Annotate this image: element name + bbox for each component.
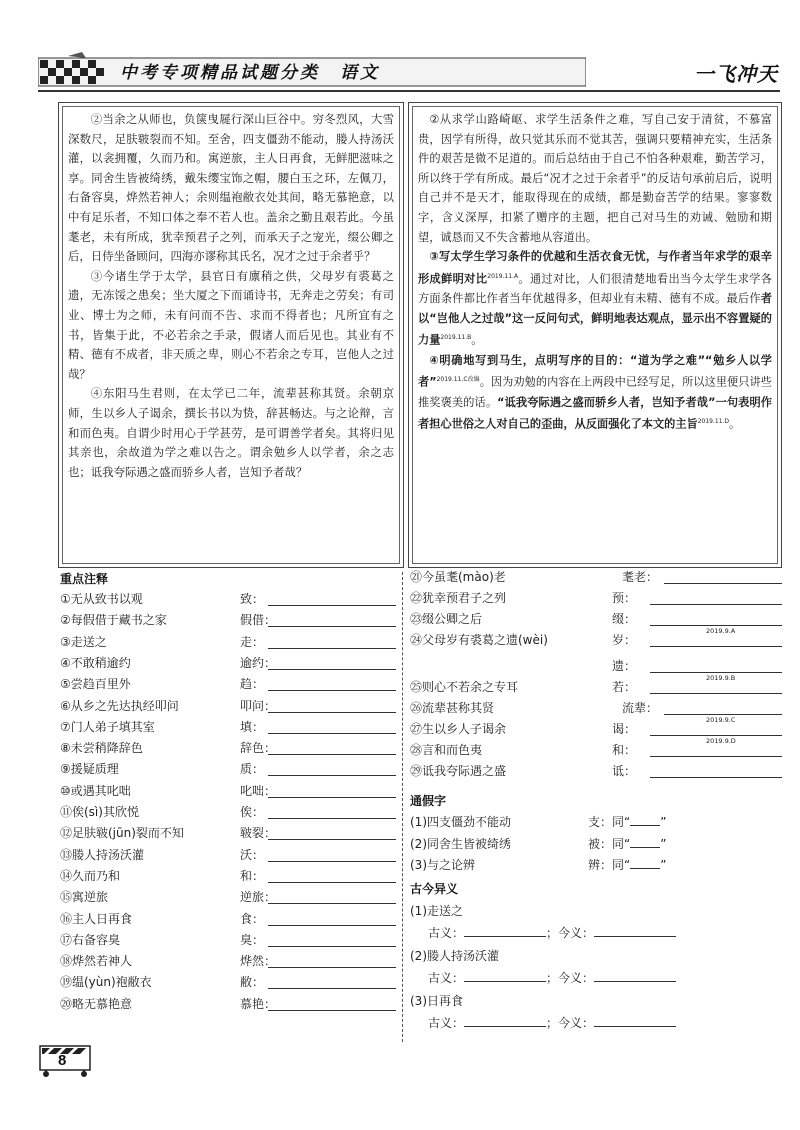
note-row xyxy=(60,803,396,824)
note-item: ㉕则心不若余之专耳 xyxy=(410,680,519,694)
answer-blank[interactable] xyxy=(630,838,660,848)
exam-code: 2019.11.D xyxy=(697,418,730,426)
note-row xyxy=(410,762,782,783)
tongjia-row xyxy=(410,856,780,877)
answer-blank[interactable] xyxy=(664,583,782,584)
analysis-paragraph-3 xyxy=(418,247,772,350)
tongjia-item: (3)与之论辨 xyxy=(410,858,475,872)
note-row xyxy=(60,952,396,973)
passage-paragraph-4: ④东阳马生君则，在太学已二年，流辈甚称其贤。余朝京师，生以乡人子谒余，撰长书以为贽，辞甚畅达。与之论辩，言和而色夷。自谓少时用心于学甚劳，是可谓善学者矣。其将归见其亲也，余故道为学之难以告之。谓余勉乡人以学者，余之志也；诋我夸际遇之盛而骄乡人者，岂知予者哉？ xyxy=(68,386,394,479)
note-row xyxy=(410,674,782,699)
exam-code: 2019.11.B xyxy=(440,334,472,342)
column-divider xyxy=(402,572,403,1042)
answer-blank[interactable] xyxy=(594,1015,676,1027)
answer-blank[interactable] xyxy=(268,839,396,840)
note-row xyxy=(410,568,782,589)
analysis-4-end: 。 xyxy=(729,417,741,431)
tongjia-key xyxy=(588,835,666,852)
answer-blank[interactable] xyxy=(268,690,396,691)
answer-blank[interactable] xyxy=(650,672,782,673)
note-key: 和： xyxy=(612,743,637,757)
exam-code: 2019.11.A xyxy=(487,272,519,280)
analysis-4-bold-2: “诋我夸际遇之盛而骄乡人者，岂知予者哉”一句表明作者担心世俗之人对自己的歪曲，从反面强化了本文的主旨 xyxy=(418,395,772,431)
exam-code: 2019.11.C改编 xyxy=(436,376,480,384)
analysis-inner xyxy=(412,106,778,564)
note-key: 臭： xyxy=(240,932,265,947)
tongjia-row xyxy=(410,835,780,856)
answer-blank[interactable] xyxy=(594,925,676,937)
tongjia-prefix: 被：同“ xyxy=(588,836,631,851)
answer-blank[interactable] xyxy=(268,818,396,819)
answer-blank[interactable] xyxy=(650,604,782,605)
note-key: 流辈： xyxy=(622,701,659,715)
tongjia-suffix: ” xyxy=(660,836,667,851)
note-item: ③走送之 xyxy=(60,634,107,649)
note-item: ⑳略无慕艳意 xyxy=(60,996,133,1011)
analysis-paragraph-2: ②从求学山路崎岖、求学生活条件之难，写自己安于清贫，不慕富贵，因学有所得，故只觉其乐而不觉其苦，强调只要精神充实，生活条件的艰苦是微不足道的。而后总结由于自己不怕各种艰难，勤苦学习，所以终于学有所成。最后“况才之过于余者乎”的反诘句承前启后，说明自己并不是天才，能取得现在的成绩，都是勤奋苦学的结果。寥寥数字，含义深厚，扣紧了赠序的主题，把自己对马生的劝诫、勉励和期望，诚恳而又不失含蓄地从容道出。 xyxy=(418,113,772,244)
passage-box xyxy=(58,102,404,568)
note-key: 趋： xyxy=(240,677,265,692)
page-number: 8 xyxy=(58,1052,67,1069)
note-item: ②每假借于藏书之家 xyxy=(60,613,167,628)
note-item: ⑬媵人持汤沃灌 xyxy=(60,847,145,862)
passage-paragraph-3: ③今诸生学于太学，县官日有廪稍之供，父母岁有裘葛之遗，无冻馁之患矣；坐大厦之下而诵诗书，无奔走之劳矣；有司业、博士为之师，未有问而不告、求而不得者也；凡所宜有之书，皆集于此，不必若余之手录，假诸人而后见也。其业有不精、德有不成者，非天质之卑，则心不若余之专耳，岂他人之过哉？ xyxy=(68,268,394,381)
note-item: ㉓缀公卿之后 xyxy=(410,612,483,626)
note-key: 耄老： xyxy=(622,570,659,584)
note-item: ⑯主人日再食 xyxy=(60,911,133,926)
analysis-paragraph-4 xyxy=(418,351,772,435)
analysis-3-bold-1: ③写太学生学习条件的优越和生活衣食无忧，与作者当年求学的艰辛形成鲜明对比 xyxy=(418,250,772,286)
note-row xyxy=(60,995,396,1016)
note-item: ①无从致书以观 xyxy=(60,592,143,606)
note-item: ㉘言和而色夷 xyxy=(410,743,483,757)
gujin-gu-label: 古义： xyxy=(428,926,465,940)
note-row xyxy=(60,590,396,611)
answer-blank[interactable] xyxy=(268,712,396,713)
answer-blank[interactable] xyxy=(594,970,676,982)
analysis-3-bold-2: 者以“岂他人之过哉”这一反问句式，鲜明地表达观点，显示出不容置疑的力量 xyxy=(418,292,772,347)
note-item: ④不敢稍逾约 xyxy=(60,655,131,670)
gujin-jin-label: ；今义： xyxy=(546,971,595,985)
note-key: 假借： xyxy=(240,613,277,628)
note-key: 辞色： xyxy=(240,741,277,756)
tongjia-row xyxy=(410,813,780,834)
note-item: ⑪俟(sì)其欣悦 xyxy=(60,805,139,819)
note-row xyxy=(60,718,396,739)
answer-blank[interactable] xyxy=(650,693,782,694)
note-row xyxy=(60,931,396,952)
page-header xyxy=(38,52,780,96)
note-key: 食： xyxy=(240,911,265,926)
note-row xyxy=(60,888,396,909)
note-row xyxy=(60,782,396,803)
exam-code: 2019.9.D xyxy=(706,737,736,745)
answer-blank[interactable] xyxy=(268,754,396,755)
note-item: ⑰右备容臭 xyxy=(60,932,121,947)
answer-blank[interactable] xyxy=(664,714,782,715)
tongjia-key xyxy=(588,856,666,873)
note-key: 叱咄： xyxy=(240,783,277,798)
analysis-3-end: 。 xyxy=(471,334,483,347)
note-item: ⑭久而乃和 xyxy=(60,868,121,883)
note-key: 逆旅： xyxy=(240,890,277,905)
note-row xyxy=(60,675,396,696)
answer-blank[interactable] xyxy=(268,882,396,883)
note-key: 烨然： xyxy=(240,954,277,969)
note-row xyxy=(60,824,396,845)
tongjia-prefix: 辨：同“ xyxy=(588,858,631,872)
tongjia-suffix: ” xyxy=(660,858,667,872)
note-key: 缀： xyxy=(612,612,637,626)
answer-blank[interactable] xyxy=(268,605,396,606)
note-row xyxy=(60,973,396,994)
gujin-item: (1)走送之 xyxy=(410,904,463,918)
answer-blank[interactable] xyxy=(268,669,396,670)
note-item: ⑮寓逆旅 xyxy=(60,890,109,905)
note-key: 沃： xyxy=(240,847,265,862)
answer-blank[interactable] xyxy=(650,756,782,757)
answer-blank[interactable] xyxy=(268,1010,396,1011)
note-row xyxy=(60,697,396,718)
note-item: ⑤尝趋百里外 xyxy=(60,677,131,692)
note-key: 若： xyxy=(612,680,637,694)
note-row xyxy=(60,633,396,654)
note-item: ㉒犹幸预君子之列 xyxy=(410,591,507,605)
note-key: 质： xyxy=(240,762,265,777)
note-item: ㉔父母岁有裘葛之遗(wèi) xyxy=(410,633,548,647)
note-row xyxy=(60,846,396,867)
answer-blank[interactable] xyxy=(268,861,396,862)
analysis-3-text: 。通过对比，人们很清楚地看出当今太学生求学各方面条件都比作者当年优越得多，但却业有未精、德有不成。最后作 xyxy=(418,272,772,306)
note-item: ⑩或遇其叱咄 xyxy=(60,783,131,798)
gujin-jin-label: ；今义： xyxy=(546,1016,595,1030)
tongjia-title: 通假字 xyxy=(410,794,447,808)
notes-title: 重点注释 xyxy=(60,572,109,586)
answer-blank[interactable] xyxy=(268,988,396,989)
note-row xyxy=(60,867,396,888)
analysis-box xyxy=(408,102,782,568)
header-rule xyxy=(38,90,780,92)
note-item: ㉖流辈甚称其贤 xyxy=(410,701,495,715)
answer-blank[interactable] xyxy=(650,777,782,778)
gujin-answer-line xyxy=(428,924,676,941)
note-key: 叩问： xyxy=(240,698,277,713)
note-item: ⑨援疑质理 xyxy=(60,762,119,777)
note-item: ㉑今虽耄(mào)老 xyxy=(410,570,506,584)
note-key: 填： xyxy=(240,719,265,734)
tongjia-suffix: ” xyxy=(660,815,667,829)
note-row xyxy=(410,589,782,610)
gujin-answer-line xyxy=(428,1014,676,1031)
note-item: ⑱烨然若神人 xyxy=(60,954,133,969)
note-item: ⑦门人弟子填其室 xyxy=(60,719,155,734)
gujin-gu-label: 古义： xyxy=(428,1016,465,1030)
note-key: 遗： xyxy=(612,659,637,673)
note-item: ⑫足肤皲(jūn)裂而不知 xyxy=(60,826,184,841)
note-item: ⑧未尝稍降辞色 xyxy=(60,741,143,756)
note-row xyxy=(60,611,396,632)
passage-paragraph-2: ②当余之从师也，负箧曳屣行深山巨谷中。穷冬烈风，大雪深数尺，足肤皲裂而不知。至舍，四支僵劲不能动，媵人持汤沃灌，以衾拥覆，久而乃和。寓逆旅，主人日再食，无鲜肥滋味之享。同舍生皆被绮绣，戴朱缨宝饰之帽，腰白玉之环，左佩刀，右备容臭，烨然若神人；余则缊袍敝衣处其间，略无慕艳意，以中有足乐者，不知口体之奉不若人也。盖余之勤且艰若此。今虽耄老，未有所成，犹幸预君子之列，而承天子之宠光，缀公卿之后，日侍坐备顾问，四海亦谬称其氏名，况才之过于余者乎？ xyxy=(68,112,394,264)
note-row xyxy=(60,739,396,760)
answer-blank[interactable] xyxy=(464,1015,546,1027)
tongjia-prefix: 支：同“ xyxy=(588,815,631,829)
note-key: 致： xyxy=(240,592,265,606)
note-item: ㉗生以乡人子谒余 xyxy=(410,722,507,736)
note-item: ㉙诋我夸际遇之盛 xyxy=(410,764,507,778)
note-key: 诋： xyxy=(612,764,637,778)
header-brand: 一飞冲天 xyxy=(694,62,778,86)
tongjia-key xyxy=(588,813,666,830)
note-key: 俟： xyxy=(240,805,265,819)
gujin-item: (3)日再食 xyxy=(410,994,463,1008)
header-title: 中考专项精品试题分类 语文 xyxy=(120,63,380,83)
exam-code: 2019.9.A xyxy=(706,627,736,635)
answer-blank[interactable] xyxy=(268,648,396,649)
note-key: 走： xyxy=(240,634,265,649)
note-row xyxy=(60,910,396,931)
note-key: 逾约： xyxy=(240,655,277,670)
note-key: 岁： xyxy=(612,633,637,647)
note-row xyxy=(60,760,396,781)
analysis-4-text: 。因为劝勉的内容在上两段中已经写足，所以这里便只讲些推奖褒美的话。 xyxy=(418,375,772,409)
gujin-item: (2)媵人持汤沃灌 xyxy=(410,949,499,963)
note-key: 敝： xyxy=(240,975,265,990)
gujin-title: 古今异义 xyxy=(410,882,459,896)
exam-code: 2019.9.C xyxy=(706,716,736,724)
answer-blank[interactable] xyxy=(650,735,782,736)
answer-blank[interactable] xyxy=(268,775,396,776)
tongjia-item: (2)同舍生皆被绮绣 xyxy=(410,836,511,851)
answer-blank[interactable] xyxy=(464,925,546,937)
gujin-answer-line xyxy=(428,969,676,986)
answer-blank[interactable] xyxy=(268,946,396,947)
answer-blank[interactable] xyxy=(268,797,396,798)
passage-inner xyxy=(62,106,400,564)
gujin-jin-label: ；今义： xyxy=(546,926,595,940)
note-key: 皲裂： xyxy=(240,826,277,841)
answer-blank[interactable] xyxy=(464,970,546,982)
answer-blank[interactable] xyxy=(650,646,782,647)
answer-blank[interactable] xyxy=(630,859,660,869)
note-key: 预： xyxy=(612,591,637,605)
note-key: 慕艳： xyxy=(240,996,277,1011)
tongjia-item: (1)四支僵劲不能动 xyxy=(410,815,511,829)
note-row xyxy=(60,654,396,675)
note-item: ⑥从乡之先达执经叩问 xyxy=(60,698,179,713)
answer-blank[interactable] xyxy=(268,626,396,627)
answer-blank[interactable] xyxy=(650,625,782,626)
note-row xyxy=(410,627,782,652)
exam-code: 2019.9.B xyxy=(706,674,736,682)
note-key: 和： xyxy=(240,868,265,883)
answer-blank[interactable] xyxy=(268,733,396,734)
answer-blank[interactable] xyxy=(268,903,396,904)
note-row xyxy=(410,737,782,762)
answer-blank[interactable] xyxy=(268,925,396,926)
note-key: 谒： xyxy=(612,722,637,736)
answer-blank[interactable] xyxy=(630,816,660,826)
note-item: ⑲缊(yùn)袍敝衣 xyxy=(60,975,152,990)
answer-blank[interactable] xyxy=(268,967,396,968)
gujin-gu-label: 古义： xyxy=(428,971,465,985)
analysis-4-bold-1: ④明确地写到马生，点明写序的目的：“道为学之难”“勉乡人以学者” xyxy=(418,353,772,389)
